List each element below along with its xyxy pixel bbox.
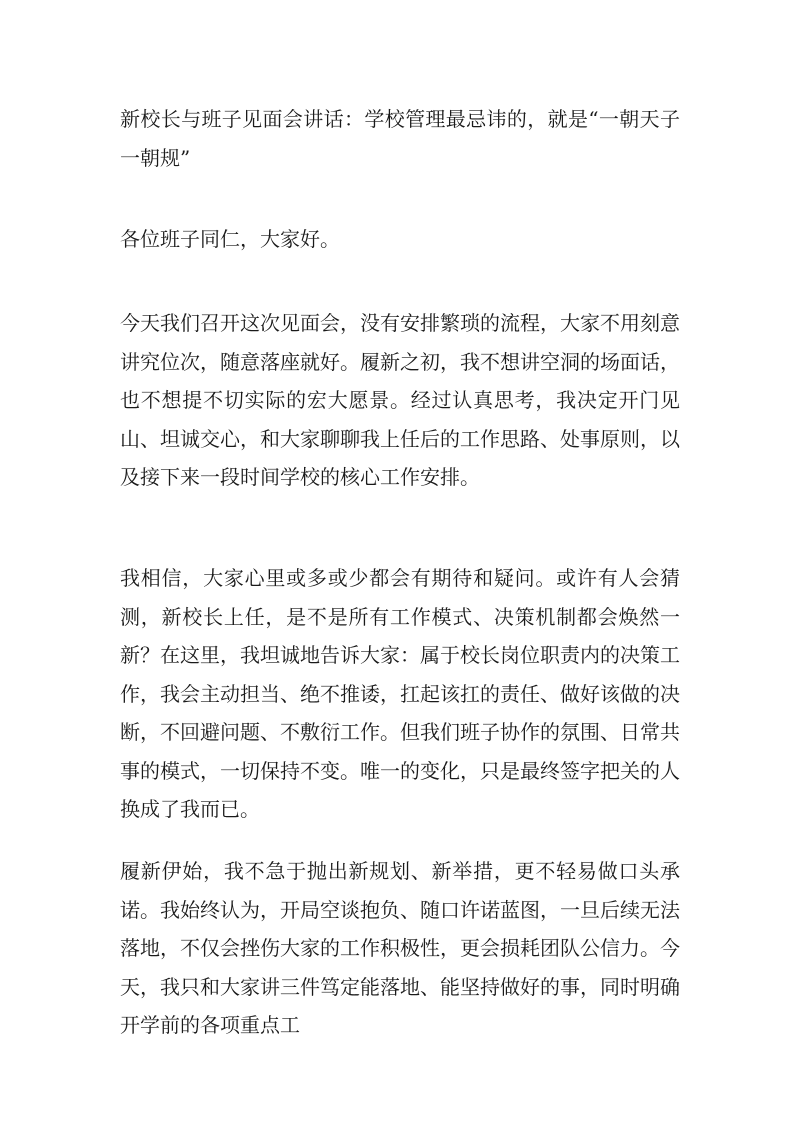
body-paragraph-2: 我相信，大家心里或多或少都会有期待和疑问。或许有人会猜测，新校长上任，是不是所有工作模式、决策机制都会焕然一新？在这里，我坦诚地告诉大家：属于校长岗位职责内的决策工作，我会主动担当、绝不推诿，扛起该扛的责任、做好该做的决断，不回避问题、不敷衍工作。但我们班子协作的氛围、日常共事的模式，一切保持不变。唯一的变化，只是最终签字把关的人换成了我而已。 <box>120 566 680 821</box>
greeting-paragraph: 各位班子同仁，大家好。 <box>120 227 340 251</box>
document-title: 新校长与班子见面会讲话：学校管理最忌讳的，就是“一朝天子一朝规” <box>120 107 680 170</box>
body-paragraph-3: 履新伊始，我不急于抛出新规划、新举措，更不轻易做口头承诺。我始终认为，开局空谈抱负、随口许诺蓝图，一旦后续无法落地，不仅会挫伤大家的工作积极性，更会损耗团队公信力。今天，我只和大家讲三件笃定能落地、能坚持做好的事，同时明确开学前的各项重点工 <box>120 859 680 1037</box>
body-paragraph-1: 今天我们召开这次见面会，没有安排繁琐的流程，大家不用刻意讲究位次，随意落座就好。履新之初，我不想讲空洞的场面话，也不想提不切实际的宏大愿景。经过认真思考，我决定开门见山、坦诚交心，和大家聊聊我上任后的工作思路、处事原则，以及接下来一段时间学校的核心工作安排。 <box>120 311 680 489</box>
